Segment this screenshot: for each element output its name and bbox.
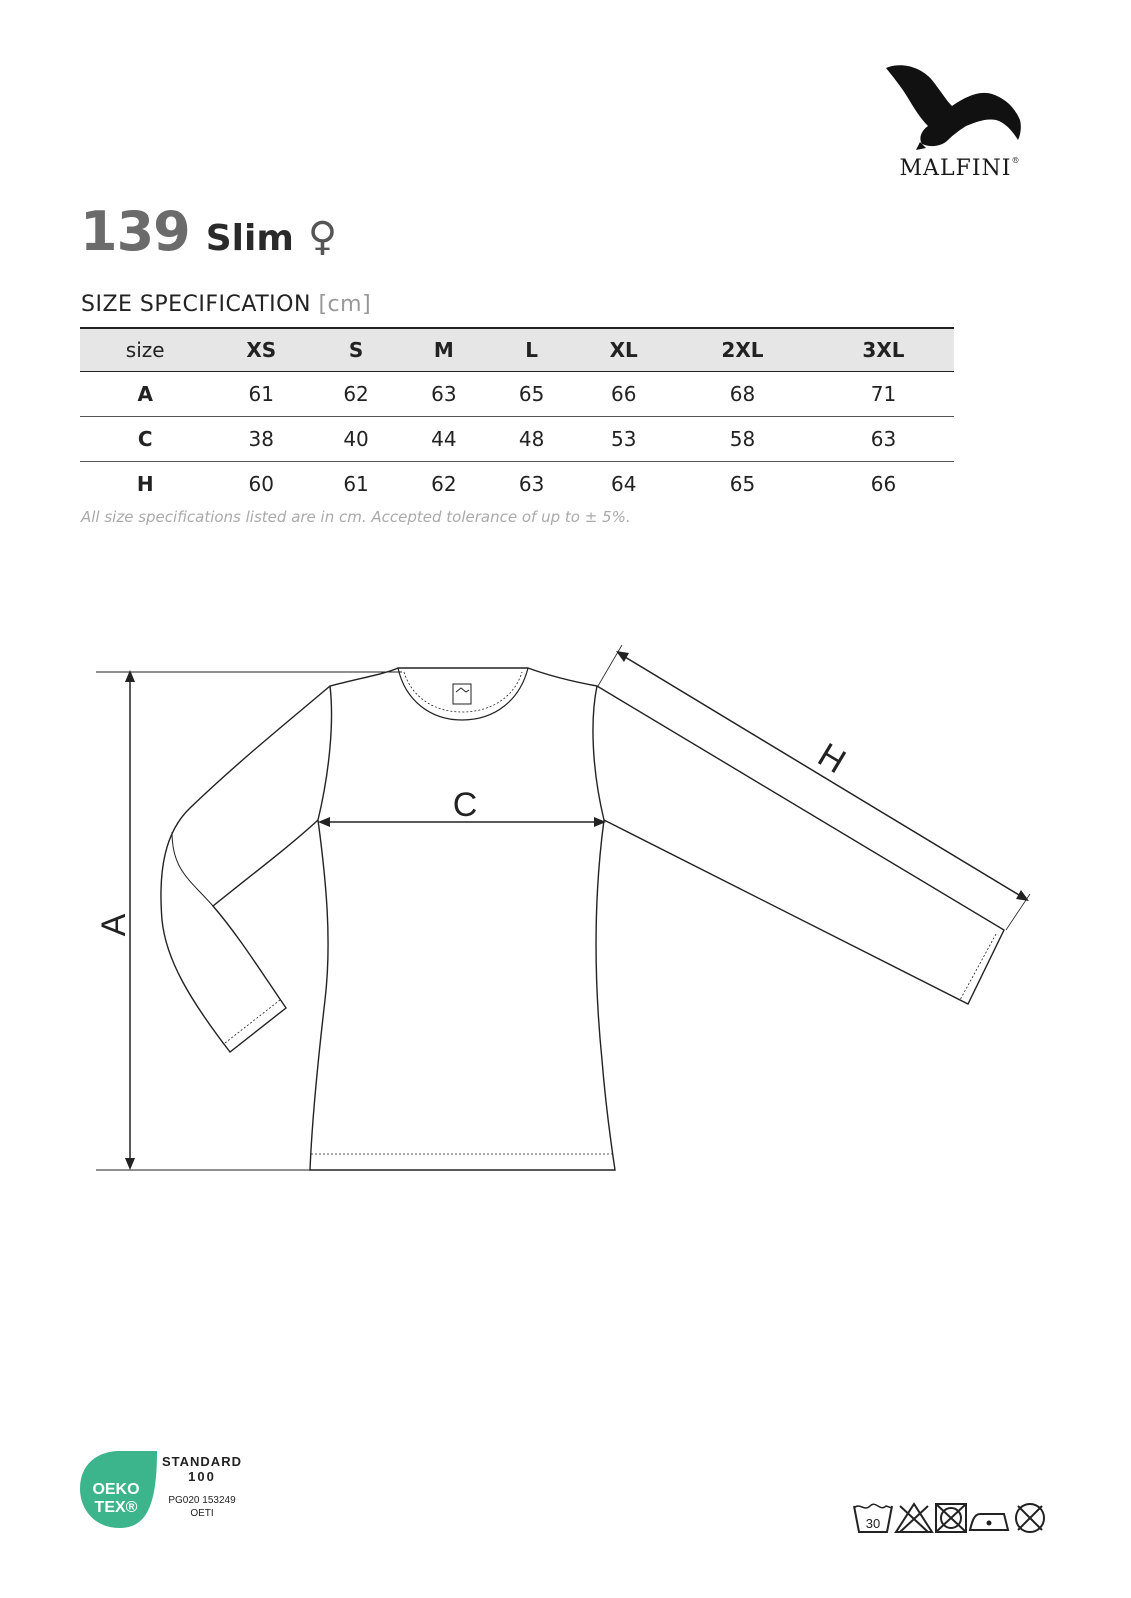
size-table (80, 327, 954, 506)
left-sleeve-outline (161, 686, 330, 1052)
table-cell: 63 (813, 417, 954, 462)
table-row (80, 372, 954, 417)
table-cell: 71 (813, 372, 954, 417)
table-cell: 66 (576, 372, 672, 417)
table-cell: 38 (210, 417, 312, 462)
row-label: C (80, 417, 210, 462)
arrow-head-icon (318, 817, 330, 827)
care-symbols (852, 1500, 1062, 1536)
size-col-header: XS (210, 328, 312, 372)
left-cuff-stitch (225, 1000, 280, 1043)
arrow-head-icon (125, 1158, 135, 1170)
table-cell: 68 (672, 372, 813, 417)
spec-heading-text: SIZE SPECIFICATION (81, 292, 311, 317)
h-reference-line (598, 645, 622, 686)
table-cell: 63 (400, 372, 488, 417)
right-sleeve-outline (597, 686, 1004, 1004)
table-cell: 66 (870, 472, 897, 496)
product-title (80, 200, 338, 263)
table-cell: 63 (518, 472, 545, 496)
label-c: C (452, 786, 478, 824)
table-cell: 40 (312, 417, 400, 462)
oeko-line1: OEKO (92, 1481, 140, 1498)
size-col-header: 3XL (813, 328, 954, 372)
tag-eagle-icon (456, 688, 469, 692)
size-col-header: M (400, 328, 488, 372)
model-number: 139 (80, 200, 190, 263)
no-tumble-dry-icon (936, 1504, 966, 1532)
left-sleeve-fold (172, 832, 213, 906)
female-icon: ♀ (307, 214, 338, 260)
garment-diagram (0, 640, 1131, 1200)
spec-heading (81, 292, 371, 317)
table-cell: 60 (248, 472, 274, 496)
no-bleach-icon (896, 1504, 932, 1532)
brand-name: MALFINI® (899, 156, 1021, 181)
table-cell: 65 (729, 472, 756, 496)
eagle-icon (880, 60, 1040, 150)
iron-low-icon (970, 1514, 1008, 1530)
size-col-header: XL (576, 328, 672, 372)
table-cell: 65 (488, 372, 576, 417)
wash-temp: 30 (865, 1516, 881, 1531)
table-cell: 62 (431, 472, 457, 496)
table-cell: 58 (672, 417, 813, 462)
table-cell: 64 (611, 472, 637, 496)
standard-number: 100 (188, 1469, 216, 1484)
cert-code: PG020 153249 (168, 1495, 236, 1506)
standard-label: STANDARD (162, 1454, 242, 1469)
arrow-head-icon (616, 651, 629, 662)
size-header-row (80, 328, 954, 372)
oeko-line2: TEX® (94, 1499, 138, 1516)
neck-label-tag (453, 684, 471, 704)
table-row (80, 462, 954, 507)
oeko-tex-badge (80, 1448, 280, 1538)
size-col-header: L (488, 328, 576, 372)
table-cell: 62 (312, 372, 400, 417)
size-header-label: size (80, 328, 210, 372)
table-cell: 53 (576, 417, 672, 462)
size-col-header: S (312, 328, 400, 372)
garment-body-outline (310, 668, 615, 1170)
label-h: H (811, 735, 852, 782)
oeko-tex-logo-icon (80, 1448, 280, 1538)
arrow-head-icon (1016, 890, 1029, 901)
tolerance-note: All size specifications listed are in cm. Accepted tolerance of up to ± 5%. (81, 508, 631, 526)
row-label: H (136, 472, 154, 496)
table-cell: 61 (210, 372, 312, 417)
row-label: A (80, 372, 210, 417)
no-dry-clean-icon (1016, 1504, 1044, 1532)
table-cell: 61 (343, 472, 369, 496)
spec-unit: [cm] (318, 292, 372, 317)
label-a: A (95, 913, 133, 937)
fit-name: Slim (205, 218, 294, 259)
table-cell: 44 (400, 417, 488, 462)
size-col-header: 2XL (672, 328, 813, 372)
cert-institute: OETI (190, 1508, 214, 1519)
wash-30-icon (854, 1504, 892, 1532)
right-cuff-stitch (960, 934, 996, 1000)
h-dimension-arrow (620, 654, 1024, 898)
table-row (80, 417, 954, 462)
table-cell: 48 (488, 417, 576, 462)
malfini-logo (880, 60, 1040, 185)
